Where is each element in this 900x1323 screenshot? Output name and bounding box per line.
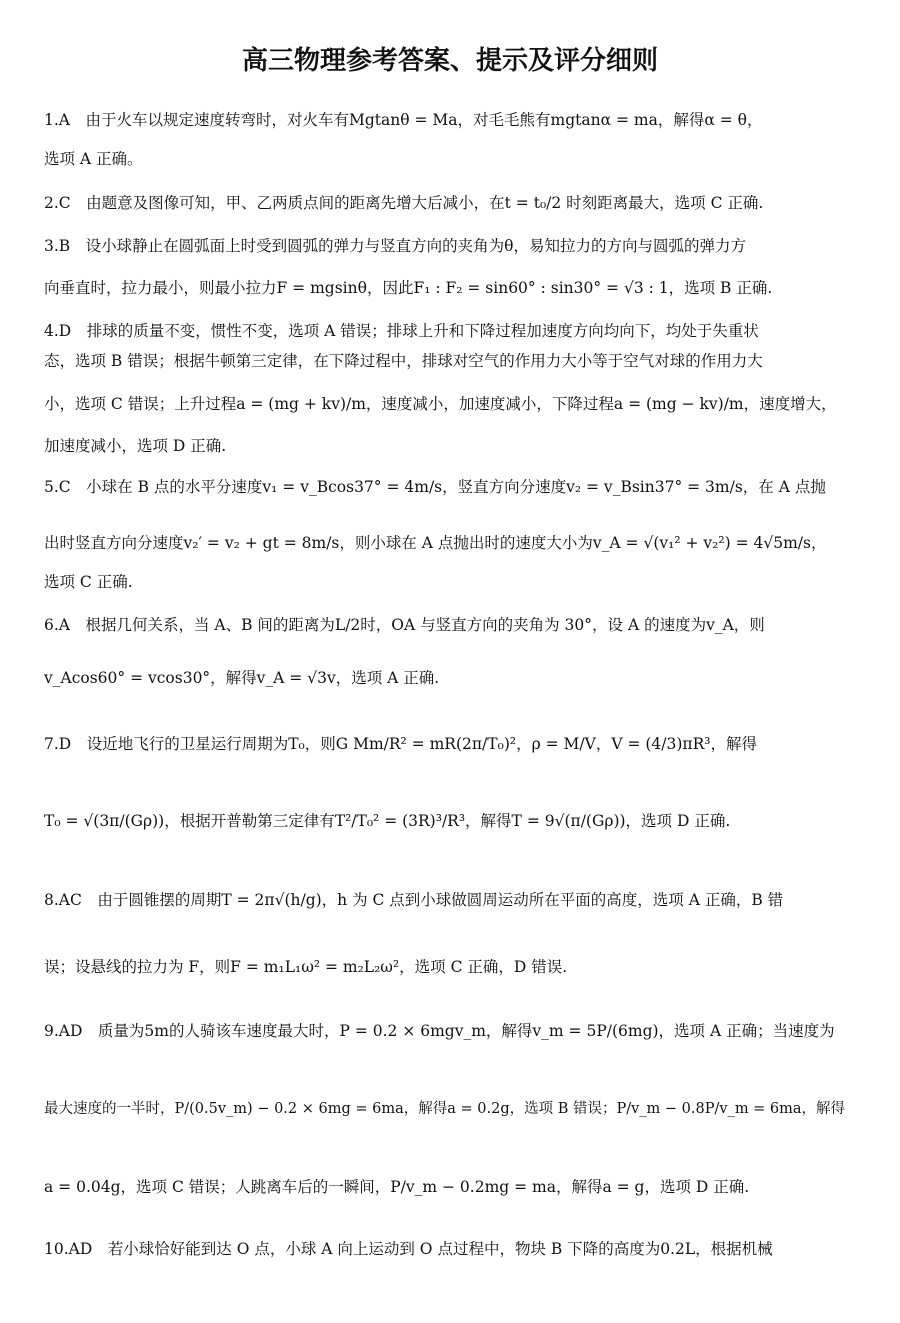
answer-line: 5.C 小球在 B 点的水平分速度v₁ = v_Bcos37° = 4m/s，竖直方向分速度v₂ = v_Bsin37° = 3m/s，在 A 点抛 bbox=[44, 478, 826, 496]
answer-line: 4.D 排球的质量不变，惯性不变，选项 A 错误；排球上升和下降过程加速度方向均向下，均处于失重状 bbox=[44, 322, 759, 340]
answer-line: T₀ = √(3π/(Gρ))，根据开普勒第三定律有T²/T₀² = (3R)³/R³，解得T = 9√(π/(Gρ))，选项 D 正确. bbox=[44, 812, 731, 830]
answer-line: 6.A 根据几何关系，当 A、B 间的距离为L/2时，OA 与竖直方向的夹角为 30°，设 A 的速度为v_A，则 bbox=[44, 616, 765, 634]
answer-line: 8.AC 由于圆锥摆的周期T = 2π√(h/g)，h 为 C 点到小球做圆周运动所在平面的高度，选项 A 正确，B 错 bbox=[44, 891, 784, 909]
answer-line: 1.A 由于火车以规定速度转弯时，对火车有Mgtanθ = Ma，对毛毛熊有mgtanα = ma，解得α = θ， bbox=[44, 111, 763, 129]
answer-line: 向垂直时，拉力最小，则最小拉力F = mgsinθ，因此F₁ : F₂ = sin60° : sin30° = √3 : 1，选项 B 正确. bbox=[44, 279, 773, 297]
answer-line: 选项 A 正确。 bbox=[44, 150, 143, 168]
answer-line: 出时竖直方向分速度v₂′ = v₂ + gt = 8m/s，则小球在 A 点抛出时的速度大小为v_A = √(v₁² + v₂²) = 4√5m/s， bbox=[44, 534, 827, 552]
answer-line: 2.C 由题意及图像可知，甲、乙两质点间的距离先增大后减小，在t = t₀/2 时刻距离最大，选项 C 正确. bbox=[44, 194, 764, 212]
answer-line: 误；设悬线的拉力为 F，则F = m₁L₁ω² = m₂L₂ω²，选项 C 正确，D 错误. bbox=[44, 958, 568, 976]
answer-line: 态，选项 B 错误；根据牛顿第三定律，在下降过程中，排球对空气的作用力大小等于空气对球的作用力大 bbox=[44, 352, 763, 370]
page-title: 高三物理参考答案、提示及评分细则 bbox=[241, 46, 658, 76]
answer-line: 最大速度的一半时，P/(0.5v_m) − 0.2 × 6mg = 6ma，解得a = 0.2g，选项 B 错误；P/v_m − 0.8P/v_m = 6ma，解得 bbox=[44, 1101, 846, 1117]
answer-line: a = 0.04g，选项 C 错误；人跳离车后的一瞬间，P/v_m − 0.2mg = ma，解得a = g，选项 D 正确. bbox=[44, 1178, 750, 1196]
answer-line: 小，选项 C 错误；上升过程a = (mg + kv)/m，速度减小，加速度减小，下降过程a = (mg − kv)/m，速度增大， bbox=[44, 395, 837, 413]
answer-line: 3.B 设小球静止在圆弧面上时受到圆弧的弹力与竖直方向的夹角为θ，易知拉力的方向与圆弧的弹力方 bbox=[44, 237, 747, 255]
answer-line: 7.D 设近地飞行的卫星运行周期为T₀，则G Mm/R² = mR(2π/T₀)²，ρ = M/V，V = (4/3)πR³，解得 bbox=[44, 735, 757, 753]
answer-line: v_Acos60° = vcos30°，解得v_A = √3v，选项 A 正确. bbox=[44, 669, 440, 687]
answer-line: 10.AD 若小球恰好能到达 O 点，小球 A 向上运动到 O 点过程中，物块 B 下降的高度为0.2L，根据机械 bbox=[44, 1240, 773, 1258]
answer-line: 9.AD 质量为5m的人骑该车速度最大时，P = 0.2 × 6mgv_m，解得v_m = 5P/(6mg)，选项 A 正确；当速度为 bbox=[44, 1022, 835, 1040]
answer-line: 加速度减小，选项 D 正确. bbox=[44, 437, 227, 455]
answer-line: 选项 C 正确. bbox=[44, 573, 133, 591]
